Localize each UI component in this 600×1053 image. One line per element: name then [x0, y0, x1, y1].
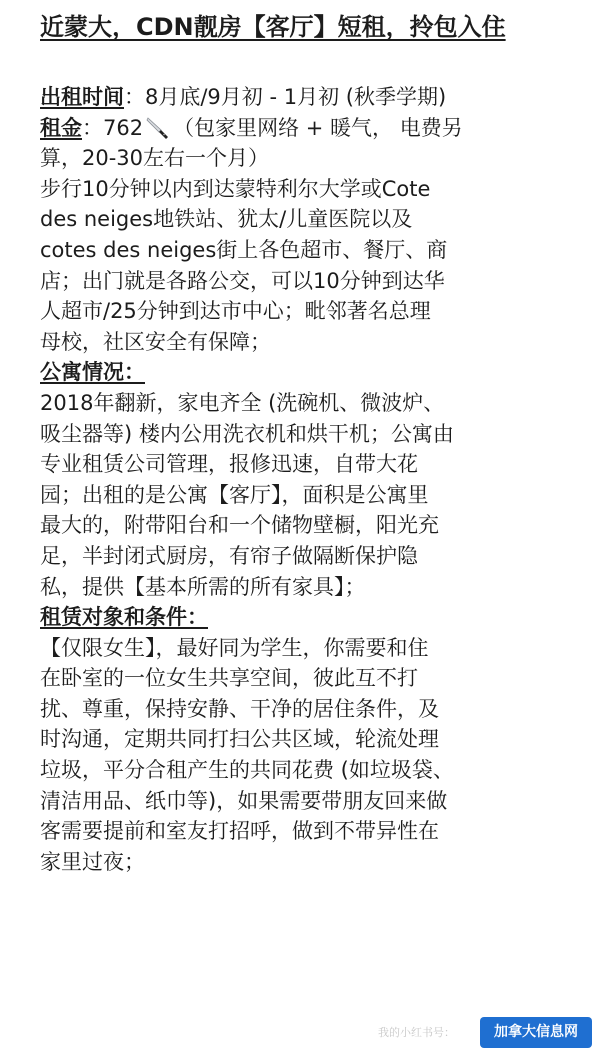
text-line: cotes des neiges街上各色超市、餐厅、商: [40, 237, 448, 262]
text-line: 【仅限女生】，最好同为学生，你需要和住: [40, 635, 429, 660]
text-line: 私，提供【基本所需的所有家具】；: [40, 574, 366, 599]
rent-value: ：762: [82, 115, 144, 140]
text-line: 在卧室的一位女生共享空间，彼此互不打: [40, 666, 418, 691]
text-line: 步行10分钟以内到达蒙特利尔大学或Cote: [40, 176, 431, 201]
text-line: 时沟通，定期共同打扫公共区域，轮流处理: [40, 727, 439, 752]
text-line: 最大的，附带阳台和一个储物壁橱，阳光充: [40, 513, 439, 538]
heading-tenant-conditions: 租赁对象和条件：: [40, 605, 208, 630]
text-line: des neiges地铁站、犹太/儿童医院以及: [40, 207, 413, 232]
text-line: 吸尘器等) 楼内公用洗衣机和烘干机；公寓由: [40, 421, 454, 446]
text-line: 2018年翻新，家电齐全 (洗碗机、微波炉、: [40, 390, 445, 415]
text-line: 家里过夜；: [40, 849, 145, 874]
rental-period-value: ：8月底/9月初 - 1月初 (秋季学期): [124, 85, 447, 109]
text-line-apartment-heading: [40, 357, 580, 388]
text-line-rent: [40, 113, 580, 144]
text-line-tenant-heading: [40, 602, 580, 633]
text-line: 店；出门就是各路公交，可以10分钟到达华: [40, 268, 445, 293]
text-line: 清洁用品、纸巾等)，如果需要带朋友回来做: [40, 788, 448, 813]
text-line: 人超市/25分钟到达市中心；毗邻著名总理: [40, 299, 431, 324]
heading-rental-period: 出租时间: [40, 85, 124, 109]
text-line: 垃圾，平分合租产生的共同花费 (如垃圾袋、: [40, 758, 454, 783]
text-line-rental-period: [40, 82, 580, 113]
text-line: 园；出租的是公寓【客厅】，面积是公寓里: [40, 482, 429, 507]
text-line: 母校，社区安全有保障；: [40, 329, 271, 354]
text-line: 扰、尊重，保持安静、干净的居住条件，及: [40, 696, 439, 721]
text-line: 足，半封闭式厨房，有帘子做隔断保护隐: [40, 543, 418, 568]
heading-apartment: 公寓情况：: [40, 360, 145, 385]
text-line: 算，20-30左右一个月）: [40, 146, 270, 171]
heading-rent: 租金: [40, 115, 82, 140]
watermark-text: 我的小红书号：: [378, 1026, 455, 1039]
text-line: 专业租赁公司管理，报修迅速，自带大花: [40, 452, 418, 477]
post-title: 近蒙大，CDN靓房【客厅】短租，拎包入住: [40, 13, 506, 41]
post-body: [40, 82, 580, 877]
rent-inclusions: （包家里网络 + 暖气， 电费另: [173, 115, 463, 140]
brand-badge: 加拿大信息网: [480, 1017, 592, 1048]
text-line: 客需要提前和室友打招呼，做到不带异性在: [40, 819, 439, 844]
